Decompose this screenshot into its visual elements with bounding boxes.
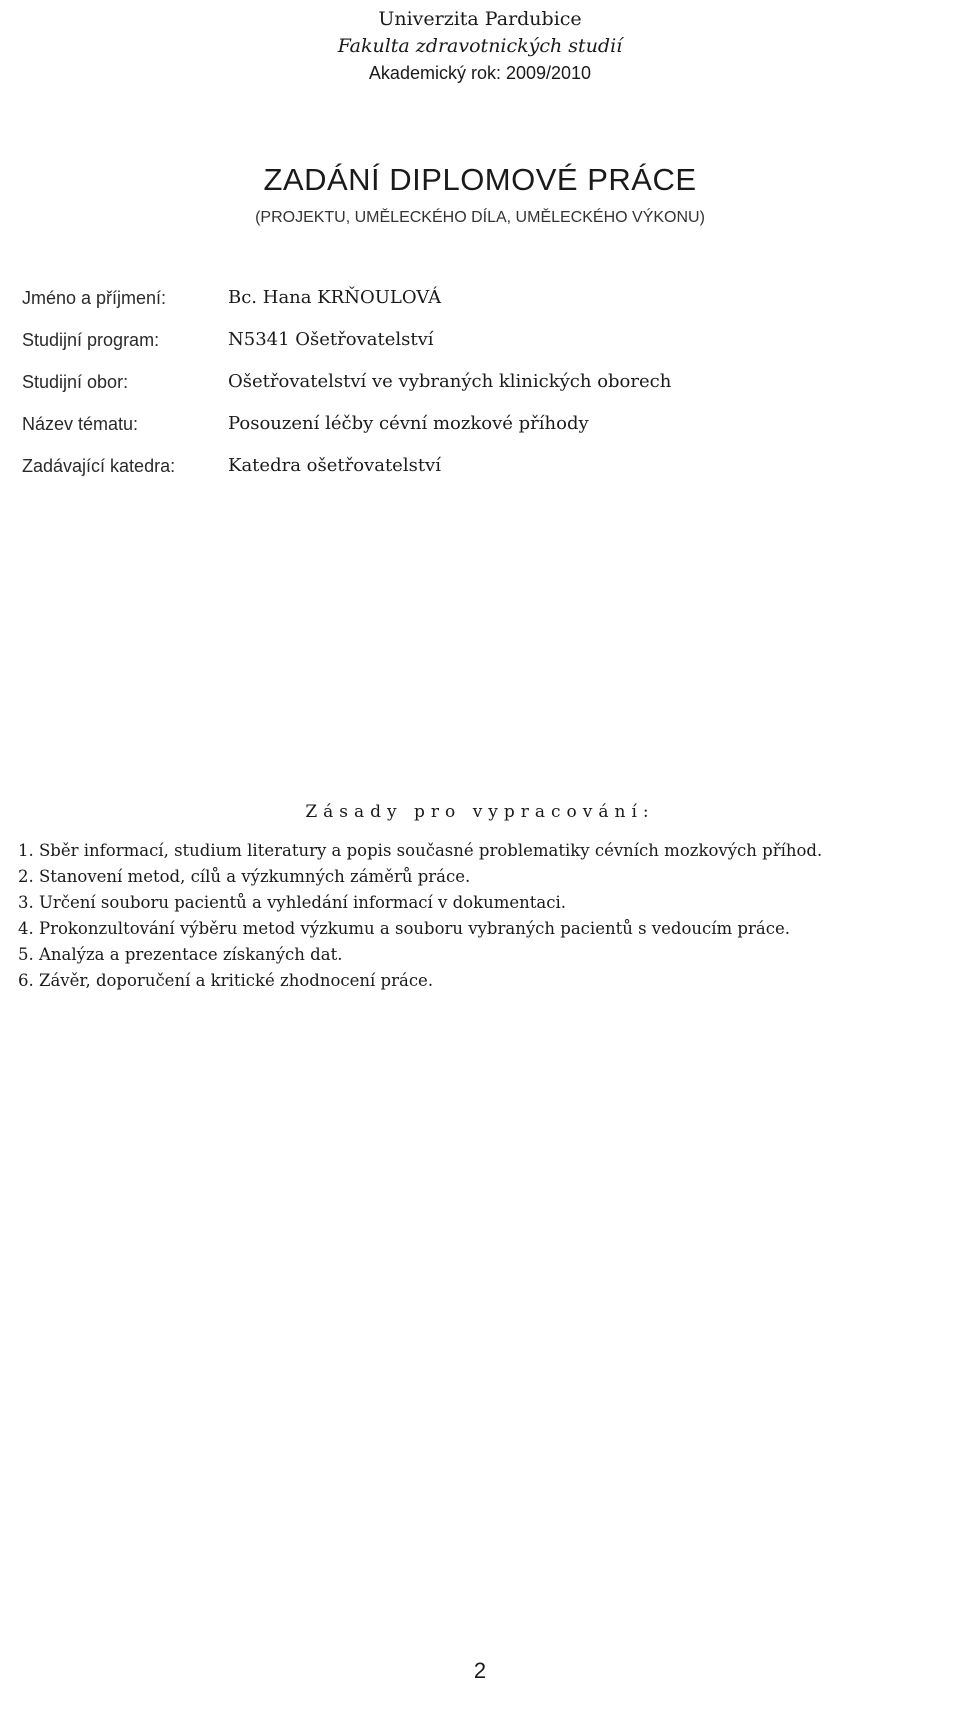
document-subtitle: (PROJEKTU, UMĚLECKÉHO DÍLA, UMĚLECKÉHO VÝKONU)	[255, 209, 705, 226]
academic-year: Akademický rok: 2009/2010	[368, 63, 592, 83]
info-label: Název tématu:	[22, 414, 139, 434]
faculty-name: Fakulta zdravotnických studií	[337, 35, 623, 57]
principles-heading: Zásady pro vypracování:	[305, 802, 655, 822]
info-value: Ošetřovatelství ve vybraných klinických oborech	[228, 371, 672, 392]
info-label: Studijní program:	[22, 330, 160, 350]
document-title: ZADÁNÍ DIPLOMOVÉ PRÁCE	[263, 162, 697, 197]
info-value: N5341 Ošetřovatelství	[228, 329, 434, 350]
list-item: 5. Analýza a prezentace získaných dat.	[18, 945, 343, 964]
university-name: Univerzita Pardubice	[378, 8, 582, 30]
thesis-info	[22, 284, 942, 494]
info-label: Zadávající katedra:	[22, 456, 176, 476]
list-item: 6. Závěr, doporučení a kritické zhodnocení práce.	[18, 971, 434, 990]
info-row-field	[22, 368, 942, 410]
list-item: 3. Určení souboru pacientů a vyhledání informací v dokumentaci.	[18, 893, 567, 912]
info-row-department	[22, 452, 942, 494]
list-item: 2. Stanovení metod, cílů a výzkumných záměrů práce.	[18, 867, 471, 886]
list-item: 1. Sběr informací, studium literatury a popis současné problematiky cévních mozkových příhod.	[18, 841, 823, 860]
title-block	[0, 160, 960, 230]
page-number: 2	[473, 1658, 487, 1683]
document-header	[0, 6, 960, 87]
list-item: 4. Prokonzultování výběru metod výzkumu a souboru vybraných pacientů s vedoucím práce.	[18, 919, 790, 938]
info-value: Katedra ošetřovatelství	[228, 455, 441, 476]
info-row-topic	[22, 410, 942, 452]
info-row-program	[22, 326, 942, 368]
info-value: Posouzení léčby cévní mozkové příhody	[228, 413, 589, 434]
principles-list	[18, 838, 944, 994]
info-label: Studijní obor:	[22, 372, 129, 392]
info-label: Jméno a příjmení:	[22, 288, 167, 308]
info-row-name	[22, 284, 942, 326]
info-value: Bc. Hana KRŇOULOVÁ	[228, 287, 442, 308]
